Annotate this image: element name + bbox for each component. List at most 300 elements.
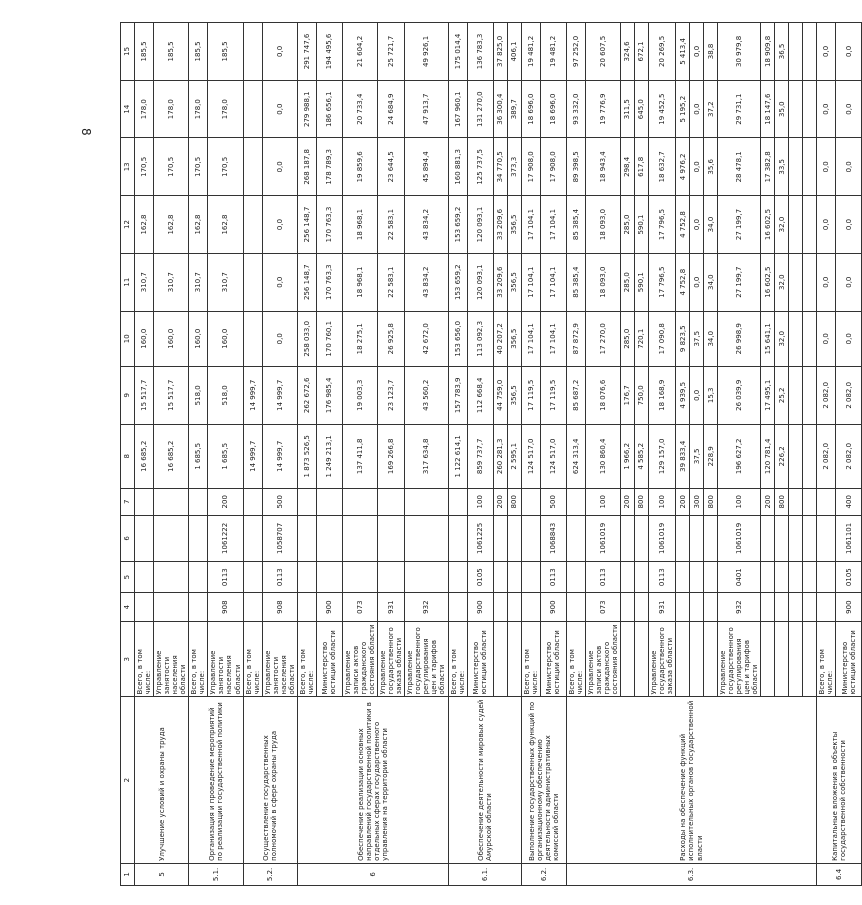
header-row	[121, 23, 135, 886]
value-cell: 20 733,4	[342, 80, 377, 138]
value-cell: 672,1	[634, 23, 648, 81]
value-cell: 2 082,0	[817, 366, 836, 424]
value-cell	[634, 515, 648, 562]
table-row	[297, 23, 316, 886]
value-cell: 324,6	[620, 23, 634, 81]
value-cell	[803, 488, 817, 515]
value-cell	[690, 515, 704, 562]
value-cell: 931	[378, 593, 405, 622]
value-cell	[405, 488, 448, 515]
value-cell: 19 776,9	[585, 80, 620, 138]
value-cell: 1061225	[467, 515, 493, 562]
value-cell: 124 517,0	[521, 424, 540, 488]
executor-cell	[775, 622, 789, 697]
page-number: 8	[79, 128, 93, 136]
value-cell: 645,0	[634, 80, 648, 138]
value-cell: 0,0	[262, 253, 297, 311]
header-cell: 5	[121, 562, 135, 593]
value-cell: 310,7	[135, 253, 154, 311]
value-cell	[243, 562, 262, 593]
value-cell	[405, 515, 448, 562]
value-cell: 85 385,4	[566, 196, 585, 254]
value-cell: 1 685,5	[189, 424, 208, 488]
value-cell: 800	[704, 488, 718, 515]
executor-cell	[690, 622, 704, 697]
value-cell	[789, 593, 803, 622]
header-cell: 6	[121, 515, 135, 562]
value-cell: 900	[836, 593, 862, 622]
value-cell: 18 168,9	[648, 366, 675, 424]
header-cell: 4	[121, 593, 135, 622]
value-cell	[521, 515, 540, 562]
value-cell: 310,7	[189, 253, 208, 311]
value-cell: 160 881,3	[448, 138, 467, 196]
value-cell: 932	[405, 593, 448, 622]
value-cell	[243, 515, 262, 562]
value-cell: 356,5	[507, 366, 521, 424]
value-cell: 258 033,0	[297, 311, 316, 366]
value-cell: 17 090,8	[648, 311, 675, 366]
value-cell: 518,0	[189, 366, 208, 424]
value-cell: 2 082,0	[836, 366, 862, 424]
header-cell: 1	[121, 863, 135, 885]
value-cell: 285,0	[620, 196, 634, 254]
value-cell	[243, 593, 262, 622]
value-cell: 18 632,7	[648, 138, 675, 196]
value-cell: 18 696,0	[521, 80, 540, 138]
value-cell: 262 672,6	[297, 366, 316, 424]
value-cell: 373,3	[507, 138, 521, 196]
value-cell: 178,0	[154, 80, 189, 138]
value-cell: 1061222	[208, 515, 243, 562]
value-cell: 4 752,8	[676, 253, 690, 311]
value-cell: 18 696,0	[540, 80, 566, 138]
value-cell: 19 481,2	[540, 23, 566, 81]
value-cell: 17 104,1	[540, 311, 566, 366]
value-cell: 44 759,0	[493, 366, 507, 424]
value-cell: 167 960,1	[448, 80, 467, 138]
value-cell	[493, 593, 507, 622]
value-cell: 073	[585, 593, 620, 622]
value-cell: 27 199,7	[718, 196, 761, 254]
item-number: 6.4	[817, 863, 862, 885]
value-cell: 0113	[208, 562, 243, 593]
executor-cell	[789, 622, 803, 697]
value-cell: 0,0	[817, 138, 836, 196]
value-cell: 37,2	[704, 80, 718, 138]
value-cell: 0,0	[836, 196, 862, 254]
executor-cell: Управление занятости населения области	[208, 622, 243, 697]
value-cell	[789, 196, 803, 254]
executor-cell: Всего, в том числе:	[448, 622, 467, 697]
value-cell: 120 781,4	[761, 424, 775, 488]
value-cell: 0113	[262, 562, 297, 593]
value-cell: 131 270,0	[467, 80, 493, 138]
value-cell: 9 823,5	[676, 311, 690, 366]
value-cell	[378, 488, 405, 515]
value-cell: 153 659,2	[448, 253, 467, 311]
value-cell	[761, 593, 775, 622]
value-cell: 32,0	[775, 253, 789, 311]
value-cell	[448, 515, 467, 562]
value-cell: 226,2	[775, 424, 789, 488]
value-cell: 16 602,5	[761, 253, 775, 311]
value-cell	[789, 138, 803, 196]
value-cell: 0,0	[262, 80, 297, 138]
value-cell: 17 796,5	[648, 253, 675, 311]
value-cell: 17 908,0	[540, 138, 566, 196]
value-cell: 26 998,9	[718, 311, 761, 366]
value-cell	[566, 515, 585, 562]
value-cell: 4 585,2	[634, 424, 648, 488]
value-cell	[566, 562, 585, 593]
value-cell	[775, 593, 789, 622]
value-cell: 518,0	[208, 366, 243, 424]
value-cell: 0,0	[836, 138, 862, 196]
value-cell	[448, 562, 467, 593]
executor-cell: Управление государственного регулирования цен и тарифов области	[405, 622, 448, 697]
value-cell	[154, 488, 189, 515]
table-row	[817, 23, 836, 886]
value-cell: 900	[467, 593, 493, 622]
value-cell	[297, 562, 316, 593]
value-cell	[243, 311, 262, 366]
value-cell: 27 199,7	[718, 253, 761, 311]
value-cell	[342, 488, 377, 515]
value-cell: 170 763,3	[316, 253, 342, 311]
value-cell	[135, 515, 154, 562]
value-cell: 23 123,7	[378, 366, 405, 424]
value-cell: 14 999,7	[243, 366, 262, 424]
value-cell: 162,8	[154, 196, 189, 254]
value-cell: 0,0	[836, 311, 862, 366]
value-cell	[378, 515, 405, 562]
value-cell: 18 909,8	[761, 23, 775, 81]
value-cell: 4 939,5	[676, 366, 690, 424]
item-name: Улучшение условий и охраны труда	[135, 697, 189, 863]
table-row	[189, 23, 208, 886]
value-cell	[620, 562, 634, 593]
value-cell: 0105	[836, 562, 862, 593]
value-cell	[775, 562, 789, 593]
value-cell: 18 943,4	[585, 138, 620, 196]
executor-cell	[507, 622, 521, 697]
value-cell: 157 783,9	[448, 366, 467, 424]
value-cell: 120 093,1	[467, 196, 493, 254]
value-cell: 36 300,4	[493, 80, 507, 138]
value-cell: 19 481,2	[521, 23, 540, 81]
value-cell: 37 825,0	[493, 23, 507, 81]
executor-cell: Всего, в том числе:	[566, 622, 585, 697]
value-cell: 23 644,5	[378, 138, 405, 196]
item-name: Обеспечение деятельности мировых судей Амурской области	[448, 697, 521, 863]
item-number: 6.1.	[448, 863, 521, 885]
value-cell	[493, 515, 507, 562]
value-cell	[135, 562, 154, 593]
value-cell: 0,0	[690, 253, 704, 311]
table-row	[521, 23, 540, 886]
value-cell	[189, 515, 208, 562]
value-cell: 19 003,3	[342, 366, 377, 424]
value-cell: 590,1	[634, 196, 648, 254]
value-cell: 900	[540, 593, 566, 622]
value-cell: 4 752,8	[676, 196, 690, 254]
executor-cell	[676, 622, 690, 697]
value-cell	[789, 253, 803, 311]
value-cell	[566, 488, 585, 515]
value-cell: 15 517,7	[154, 366, 189, 424]
value-cell	[789, 424, 803, 488]
value-cell	[676, 593, 690, 622]
value-cell: 18 147,6	[761, 80, 775, 138]
value-cell	[789, 366, 803, 424]
value-cell: 0,0	[262, 23, 297, 81]
value-cell: 200	[620, 488, 634, 515]
value-cell: 5 413,4	[676, 23, 690, 81]
value-cell: 14 999,7	[243, 424, 262, 488]
value-cell	[817, 515, 836, 562]
value-cell: 0,0	[836, 23, 862, 81]
value-cell: 900	[316, 593, 342, 622]
value-cell: 17 495,1	[761, 366, 775, 424]
value-cell: 32,0	[775, 196, 789, 254]
value-cell: 38,8	[704, 23, 718, 81]
value-cell: 1068843	[540, 515, 566, 562]
value-cell: 859 737,7	[467, 424, 493, 488]
value-cell: 85 687,2	[566, 366, 585, 424]
value-cell: 87 872,9	[566, 311, 585, 366]
value-cell: 800	[507, 488, 521, 515]
value-cell: 0113	[540, 562, 566, 593]
value-cell: 25 721,7	[378, 23, 405, 81]
value-cell: 185,5	[189, 23, 208, 81]
value-cell: 33 209,6	[493, 196, 507, 254]
value-cell: 17 119,5	[540, 366, 566, 424]
value-cell	[690, 562, 704, 593]
value-cell: 1 685,5	[208, 424, 243, 488]
value-cell: 178,0	[135, 80, 154, 138]
value-cell: 356,5	[507, 253, 521, 311]
value-cell: 17 104,1	[540, 253, 566, 311]
value-cell: 124 517,0	[540, 424, 566, 488]
value-cell	[566, 593, 585, 622]
value-cell	[803, 253, 817, 311]
budget-table	[120, 22, 862, 886]
value-cell: 2 082,0	[836, 424, 862, 488]
value-cell	[817, 593, 836, 622]
value-cell	[803, 80, 817, 138]
item-name: Выполнение государственных функций по организационному обеспечению деятельности административных комиссий области	[521, 697, 566, 863]
header-cell: 10	[121, 311, 135, 366]
value-cell: 256 148,7	[297, 253, 316, 311]
value-cell: 17 908,0	[521, 138, 540, 196]
executor-cell: Управление записи актов гражданского состояния области	[585, 622, 620, 697]
value-cell: 1 249 213,1	[316, 424, 342, 488]
value-cell: 0,0	[836, 253, 862, 311]
value-cell: 162,8	[135, 196, 154, 254]
value-cell	[507, 593, 521, 622]
value-cell	[789, 488, 803, 515]
value-cell: 17 796,5	[648, 196, 675, 254]
value-cell	[704, 562, 718, 593]
value-cell: 42 672,0	[405, 311, 448, 366]
value-cell	[316, 515, 342, 562]
executor-cell	[803, 622, 817, 697]
header-cell: 7	[121, 488, 135, 515]
value-cell: 170,5	[189, 138, 208, 196]
value-cell: 26 039,9	[718, 366, 761, 424]
value-cell: 43 834,2	[405, 196, 448, 254]
rotated-page	[120, 22, 857, 886]
value-cell: 908	[208, 593, 243, 622]
value-cell: 0,0	[836, 80, 862, 138]
item-name: Капитальные вложения в объекты государственной собственности	[817, 697, 862, 863]
value-cell: 5 195,2	[676, 80, 690, 138]
value-cell	[789, 80, 803, 138]
value-cell	[789, 311, 803, 366]
value-cell: 170 763,3	[316, 196, 342, 254]
value-cell: 35,6	[704, 138, 718, 196]
value-cell: 260 281,3	[493, 424, 507, 488]
header-cell: 3	[121, 622, 135, 697]
value-cell: 178,0	[189, 80, 208, 138]
value-cell: 33 209,6	[493, 253, 507, 311]
value-cell: 0,0	[262, 138, 297, 196]
value-cell	[243, 80, 262, 138]
value-cell: 37,5	[690, 311, 704, 366]
executor-cell: Министерство юстиции области	[316, 622, 342, 697]
value-cell	[775, 515, 789, 562]
value-cell: 317 634,8	[405, 424, 448, 488]
value-cell	[243, 23, 262, 81]
value-cell: 300	[690, 488, 704, 515]
value-cell: 17 104,1	[521, 311, 540, 366]
value-cell: 18 093,0	[585, 196, 620, 254]
value-cell: 185,5	[208, 23, 243, 81]
value-cell: 0,0	[817, 196, 836, 254]
value-cell	[405, 562, 448, 593]
value-cell	[620, 593, 634, 622]
value-cell	[803, 196, 817, 254]
executor-cell: Министерство юстиции области	[467, 622, 493, 697]
value-cell: 24 684,9	[378, 80, 405, 138]
value-cell: 17 104,1	[521, 196, 540, 254]
item-number: 6.3.	[566, 863, 817, 885]
value-cell	[297, 515, 316, 562]
value-cell: 26 925,8	[378, 311, 405, 366]
executor-cell: Всего, в том числе:	[297, 622, 316, 697]
value-cell: 178,0	[208, 80, 243, 138]
value-cell: 170,5	[208, 138, 243, 196]
value-cell: 0105	[467, 562, 493, 593]
value-cell: 25,2	[775, 366, 789, 424]
value-cell: 185,5	[135, 23, 154, 81]
value-cell: 18 275,1	[342, 311, 377, 366]
value-cell	[620, 515, 634, 562]
value-cell: 4 976,2	[676, 138, 690, 196]
executor-cell: Министерство юстиции области	[836, 622, 862, 697]
value-cell: 22 583,1	[378, 196, 405, 254]
value-cell: 0,0	[262, 196, 297, 254]
value-cell: 19 859,6	[342, 138, 377, 196]
value-cell: 0,0	[817, 23, 836, 81]
value-cell: 20 269,5	[648, 23, 675, 81]
value-cell: 170,5	[154, 138, 189, 196]
value-cell: 33,5	[775, 138, 789, 196]
value-cell	[154, 515, 189, 562]
value-cell: 0113	[585, 562, 620, 593]
value-cell: 97 252,0	[566, 23, 585, 81]
value-cell: 136 783,3	[467, 23, 493, 81]
value-cell: 20 607,5	[585, 23, 620, 81]
item-name: Организация и проведение мероприятий по реализации государственной политики	[189, 697, 243, 863]
value-cell: 39 833,4	[676, 424, 690, 488]
executor-cell: Всего, в том числе:	[135, 622, 154, 697]
value-cell: 0,0	[690, 366, 704, 424]
value-cell: 93 332,0	[566, 80, 585, 138]
value-cell: 162,8	[189, 196, 208, 254]
value-cell	[448, 488, 467, 515]
value-cell: 170 760,1	[316, 311, 342, 366]
header-cell: 13	[121, 138, 135, 196]
value-cell	[803, 23, 817, 81]
value-cell	[704, 593, 718, 622]
value-cell	[316, 488, 342, 515]
value-cell	[521, 488, 540, 515]
value-cell: 43 560,2	[405, 366, 448, 424]
executor-cell: Управление записи актов гражданского состояния области	[342, 622, 377, 697]
executor-cell: Всего, в том числе:	[817, 622, 836, 697]
value-cell: 500	[262, 488, 297, 515]
value-cell	[135, 488, 154, 515]
item-number: 5.1.	[189, 863, 243, 885]
value-cell	[154, 562, 189, 593]
value-cell: 170,5	[135, 138, 154, 196]
value-cell: 194 495,6	[316, 23, 342, 81]
value-cell	[789, 515, 803, 562]
value-cell: 200	[208, 488, 243, 515]
value-cell: 32,0	[775, 311, 789, 366]
value-cell	[676, 562, 690, 593]
value-cell	[521, 593, 540, 622]
value-cell	[243, 253, 262, 311]
value-cell	[189, 562, 208, 593]
value-cell: 130 860,4	[585, 424, 620, 488]
value-cell: 720,1	[634, 311, 648, 366]
value-cell	[803, 515, 817, 562]
value-cell: 356,5	[507, 196, 521, 254]
value-cell: 311,5	[620, 80, 634, 138]
executor-cell	[704, 622, 718, 697]
value-cell: 2 595,1	[507, 424, 521, 488]
value-cell: 0,0	[262, 311, 297, 366]
value-cell: 160,0	[135, 311, 154, 366]
executor-cell	[493, 622, 507, 697]
value-cell	[342, 562, 377, 593]
value-cell: 1 966,2	[620, 424, 634, 488]
value-cell: 908	[262, 593, 297, 622]
executor-cell: Управление государственного заказа области	[378, 622, 405, 697]
executor-cell: Управление государственного заказа области	[648, 622, 675, 697]
value-cell: 35,0	[775, 80, 789, 138]
header-cell: 11	[121, 253, 135, 311]
value-cell: 500	[540, 488, 566, 515]
header-cell: 8	[121, 424, 135, 488]
value-cell	[761, 562, 775, 593]
value-cell: 100	[585, 488, 620, 515]
value-cell	[507, 515, 521, 562]
item-number: 5.2.	[243, 863, 297, 885]
